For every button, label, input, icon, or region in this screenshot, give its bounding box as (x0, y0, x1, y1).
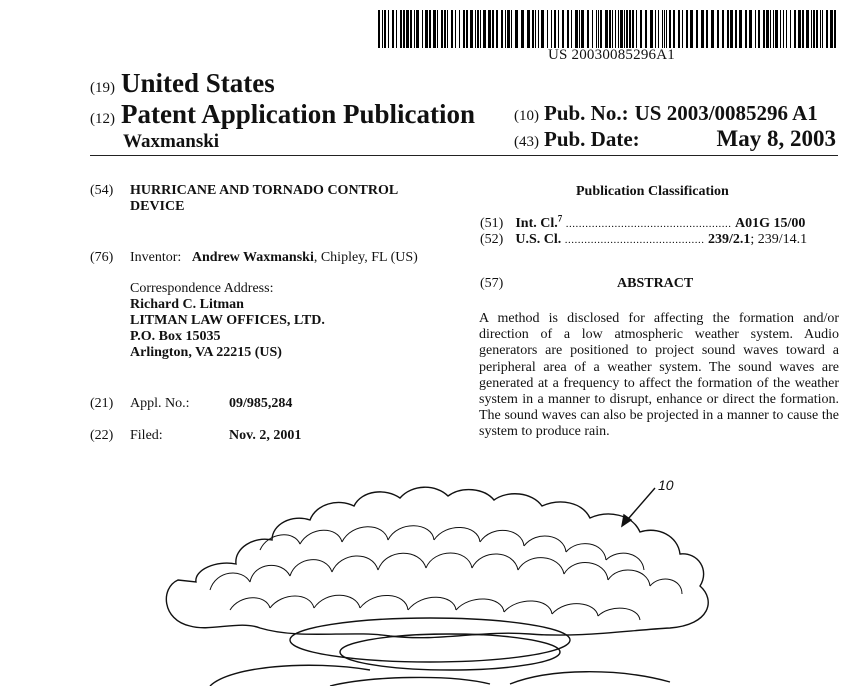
pub-date-code: (43) (514, 134, 539, 150)
correspondence-label: Correspondence Address: (130, 281, 274, 296)
publication-type-heading (90, 99, 475, 130)
int-cl-leader: ................................................... (565, 218, 732, 230)
int-cl-edition: 7 (557, 213, 563, 224)
pub-date-label: Pub. Date: (544, 127, 640, 151)
int-cl-code: (51) (480, 216, 504, 231)
us-cl-label: U.S. Cl. (515, 232, 562, 247)
pub-number-code: (10) (514, 108, 539, 124)
storm-cloud-figure (150, 470, 730, 686)
us-cl-value-secondary: ; 239/14.1 (750, 232, 808, 247)
invention-title-line2: DEVICE (130, 199, 185, 214)
cloud-outline (166, 487, 708, 637)
inventor-name: Andrew Waxmanski (191, 250, 314, 265)
correspondence-line: LITMAN LAW OFFICES, LTD. (130, 313, 325, 328)
country-code: (19) (90, 80, 115, 96)
filed-label: Filed: (130, 428, 163, 443)
us-cl-value-primary: 239/2.1 (707, 232, 751, 247)
correspondence-line: Arlington, VA 22215 (US) (130, 345, 282, 360)
appl-label: Appl. No.: (130, 396, 190, 411)
classification-title: Publication Classification (576, 184, 729, 199)
swirl-ellipse (340, 634, 560, 670)
int-cl-value: A01G 15/00 (734, 216, 806, 231)
title-code: (54) (90, 183, 114, 198)
us-cl-leader: ........................................... (564, 234, 705, 246)
cloud-scallops (210, 526, 682, 620)
pub-date-line (514, 127, 640, 152)
publication-type: Patent Application Publication (121, 99, 476, 129)
correspondence-address (130, 281, 430, 361)
us-cl-row (480, 232, 840, 248)
int-cl-row (480, 213, 840, 232)
pub-number-line (514, 101, 818, 126)
country-heading (90, 68, 275, 99)
inventor-location: , Chipley, FL (US) (313, 250, 418, 265)
us-cl-code: (52) (480, 232, 504, 247)
abstract-heading: ABSTRACT (617, 276, 694, 291)
pub-date-value: May 8, 2003 (716, 126, 836, 151)
int-cl-label: Int. Cl. (515, 216, 558, 231)
pub-number-value: US 2003/0085296 A1 (634, 101, 818, 125)
country-name: United States (121, 68, 275, 98)
abstract-text: A method is disclosed for affecting the formation and/or direction of a low atmospheric weather system. Audio generators are positioned to project sound waves toward a peripheral area of a weather system. The sound waves are generated at a frequency to affect the formation of the weather system in a manner to disrupt, enhance or direct the formation. The sound waves can also be projected in a manner to cause the system to produce rain. (479, 311, 839, 440)
filed-value: Nov. 2, 2001 (229, 428, 302, 443)
appl-value: 09/985,284 (229, 396, 293, 411)
abstract-code: (57) (480, 276, 504, 291)
correspondence-line: P.O. Box 15035 (130, 329, 221, 344)
filed-code: (22) (90, 428, 114, 443)
pub-number-label: Pub. No.: (544, 101, 629, 125)
inventor-label: Inventor: (130, 250, 182, 265)
appl-code: (21) (90, 396, 114, 411)
header-divider (90, 155, 838, 156)
inventor-line (130, 250, 418, 266)
lower-swirl (210, 665, 670, 686)
invention-title-line1: HURRICANE AND TORNADO CONTROL (130, 183, 399, 198)
invention-title (130, 183, 450, 215)
barcode-number: US 20030085296A1 (548, 47, 675, 63)
inventor-surname: Waxmanski (123, 131, 220, 152)
inventor-code: (76) (90, 250, 114, 265)
reference-numeral: 10 (658, 477, 674, 493)
barcode (378, 10, 838, 48)
correspondence-line: Richard C. Litman (130, 297, 244, 312)
publication-type-code: (12) (90, 111, 115, 127)
